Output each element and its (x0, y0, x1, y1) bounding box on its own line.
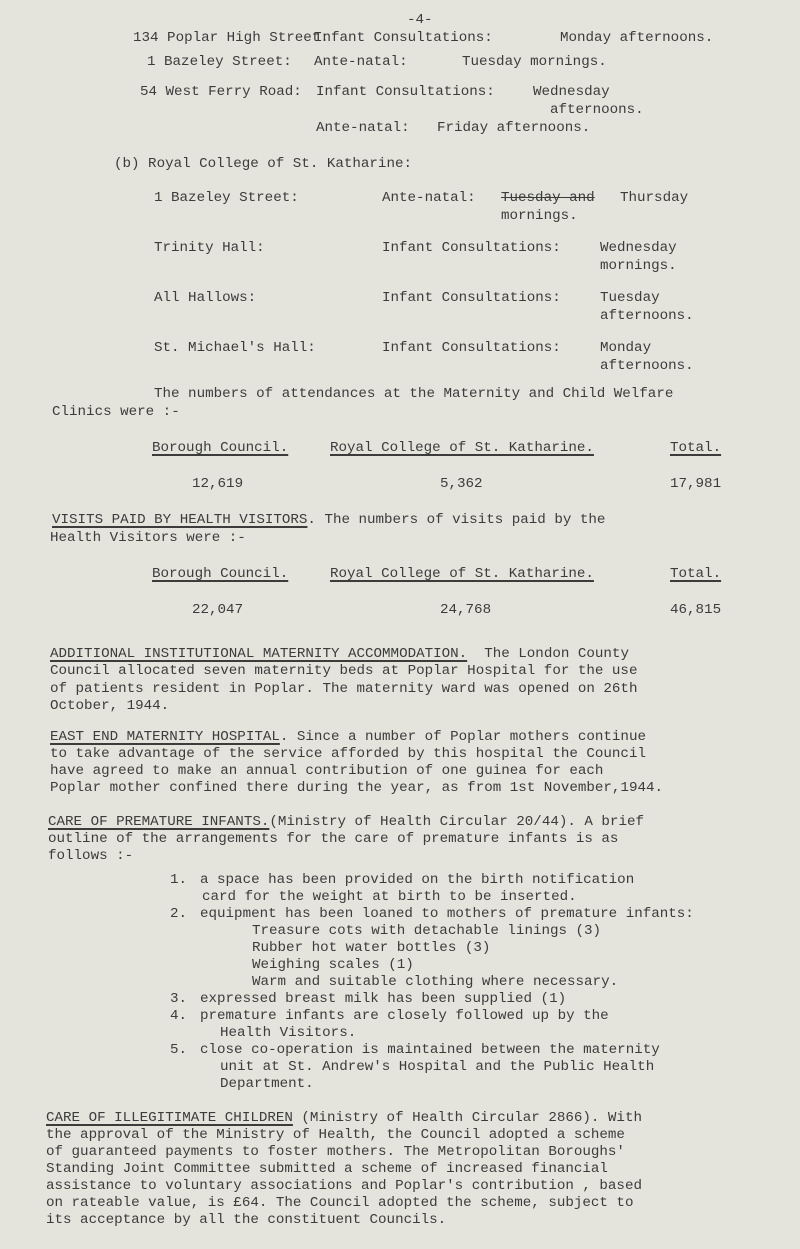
clinic-schedule-cont: afternoons. (550, 102, 644, 118)
premature-line: outline of the arrangements for the care of premature infants is as (48, 831, 619, 847)
list-item: equipment has been loaned to mothers of premature infants: (200, 906, 694, 922)
additional-line: October, 1944. (50, 698, 170, 714)
equipment-item: Treasure cots with detachable linings (3) (252, 923, 602, 939)
table-cell: 5,362 (440, 476, 483, 492)
table-header: Total. (670, 440, 722, 456)
list-number: 2. (170, 906, 188, 922)
clinic-schedule: Friday afternoons. (437, 120, 591, 136)
visits-line2: Health Visitors were :- (50, 530, 246, 546)
clinic-service: Infant Consultations: (316, 84, 495, 100)
list-item: premature infants are closely followed up by the (200, 1008, 609, 1024)
clinic-schedule-cont: mornings. (501, 208, 578, 224)
illegitimate-line: of guaranteed payments to foster mothers. The Metropolitan Boroughs' (46, 1144, 625, 1160)
equipment-item: Weighing scales (1) (252, 957, 414, 973)
visits-line1 (52, 512, 605, 529)
additional-text: The London County (484, 646, 629, 662)
premature-line (48, 814, 644, 831)
east-end-line: Poplar mother confined there during the year, as from 1st November,1944. (50, 780, 663, 796)
east-end-line (50, 729, 646, 746)
illegitimate-line (46, 1110, 642, 1127)
list-item: close co-operation is maintained between the maternity (200, 1042, 660, 1058)
struck-text: Tuesday and (501, 190, 595, 206)
table-header: Borough Council. (152, 440, 289, 456)
list-item-cont: card for the weight at birth to be inserted. (202, 889, 577, 905)
table-cell: 17,981 (670, 476, 722, 492)
clinic-location: 1 Bazeley Street: (147, 54, 292, 70)
additional-line: Council allocated seven maternity beds at Poplar Hospital for the use (50, 663, 638, 679)
equipment-item: Warm and suitable clothing where necessary. (252, 974, 619, 990)
list-number: 1. (170, 872, 188, 888)
clinic-schedule: Tuesday (600, 290, 660, 306)
section-heading: CARE OF PREMATURE INFANTS. (48, 814, 270, 830)
illegitimate-line: Standing Joint Committee submitted a scheme of increased financial (46, 1161, 608, 1177)
attendances-intro-cont: Clinics were :- (52, 404, 180, 420)
attendances-intro: The numbers of attendances at the Maternity and Child Welfare (154, 386, 674, 402)
section-heading: EAST END MATERNITY HOSPITAL (50, 729, 280, 745)
clinic-location: St. Michael's Hall: (154, 340, 316, 356)
clinic-service: Ante-natal: (382, 190, 476, 206)
table-cell: 46,815 (670, 602, 722, 618)
east-end-line: to take advantage of the service afforded by this hospital the Council (50, 746, 646, 762)
visits-text: . The numbers of visits paid by the (307, 512, 606, 528)
list-item-cont: unit at St. Andrew's Hospital and the Public Health (220, 1059, 655, 1075)
table-header: Borough Council. (152, 566, 289, 582)
clinic-location: All Hallows: (154, 290, 257, 306)
clinic-schedule: Wednesday (600, 240, 677, 256)
clinic-service: Ante-natal: (316, 120, 410, 136)
clinic-schedule: Monday (600, 340, 652, 356)
premature-line: follows :- (48, 848, 134, 864)
illegitimate-line: on rateable value, is £64. The Council adopted the scheme, subject to (46, 1195, 634, 1211)
list-item-cont: Health Visitors. (220, 1025, 357, 1041)
clinic-service: Ante-natal: (314, 54, 408, 70)
clinic-location: 1 Bazeley Street: (154, 190, 299, 206)
clinic-service: Infant Consultations: (314, 30, 493, 46)
east-end-line: have agreed to make an annual contribution of one guinea for each (50, 763, 604, 779)
section-heading: VISITS PAID BY HEALTH VISITORS (52, 512, 308, 528)
clinic-schedule: Wednesday (533, 84, 610, 100)
list-item: expressed breast milk has been supplied (1) (200, 991, 567, 1007)
clinic-location: 54 West Ferry Road: (140, 84, 302, 100)
table-header: Royal College of St. Katharine. (330, 566, 594, 582)
illegitimate-line: assistance to voluntary associations and Poplar's contribution , based (46, 1178, 642, 1194)
table-header: Royal College of St. Katharine. (330, 440, 594, 456)
list-number: 4. (170, 1008, 188, 1024)
clinic-service: Infant Consultations: (382, 240, 561, 256)
page-number: -4- (407, 12, 433, 28)
clinic-service: Infant Consultations: (382, 290, 561, 306)
premature-text: (Ministry of Health Circular 20/44). A brief (269, 814, 644, 830)
clinic-schedule: Tuesday mornings. (462, 54, 607, 70)
list-number: 3. (170, 991, 188, 1007)
additional-line (50, 646, 629, 663)
clinic-schedule-cont: mornings. (600, 258, 677, 274)
list-number: 5. (170, 1042, 188, 1058)
east-end-text: . Since a number of Poplar mothers continue (279, 729, 646, 745)
additional-line: of patients resident in Poplar. The maternity ward was opened on 26th (50, 681, 638, 697)
list-item: a space has been provided on the birth notification (200, 872, 635, 888)
clinic-location: 134 Poplar High Street: (133, 30, 329, 46)
illegitimate-text: (Ministry of Health Circular 2866). With (292, 1110, 642, 1126)
list-item-cont: Department. (220, 1076, 314, 1092)
section-heading: CARE OF ILLEGITIMATE CHILDREN (46, 1110, 293, 1126)
table-cell: 24,768 (440, 602, 492, 618)
illegitimate-line: the approval of the Ministry of Health, the Council adopted a scheme (46, 1127, 625, 1143)
equipment-item: Rubber hot water bottles (3) (252, 940, 491, 956)
clinic-schedule-cont: afternoons. (600, 358, 694, 374)
clinic-schedule-cont: afternoons. (600, 308, 694, 324)
clinic-schedule: Monday afternoons. (560, 30, 714, 46)
table-header: Total. (670, 566, 722, 582)
clinic-service: Infant Consultations: (382, 340, 561, 356)
illegitimate-line: its acceptance by all the constituent Councils. (46, 1212, 447, 1228)
clinic-location: Trinity Hall: (154, 240, 265, 256)
section-heading: ADDITIONAL INSTITUTIONAL MATERNITY ACCOMMODATION. (50, 646, 468, 662)
table-cell: 22,047 (192, 602, 244, 618)
clinic-schedule: Thursday (620, 190, 689, 206)
table-cell: 12,619 (192, 476, 244, 492)
section-b-heading: (b) Royal College of St. Katharine: (114, 156, 412, 172)
